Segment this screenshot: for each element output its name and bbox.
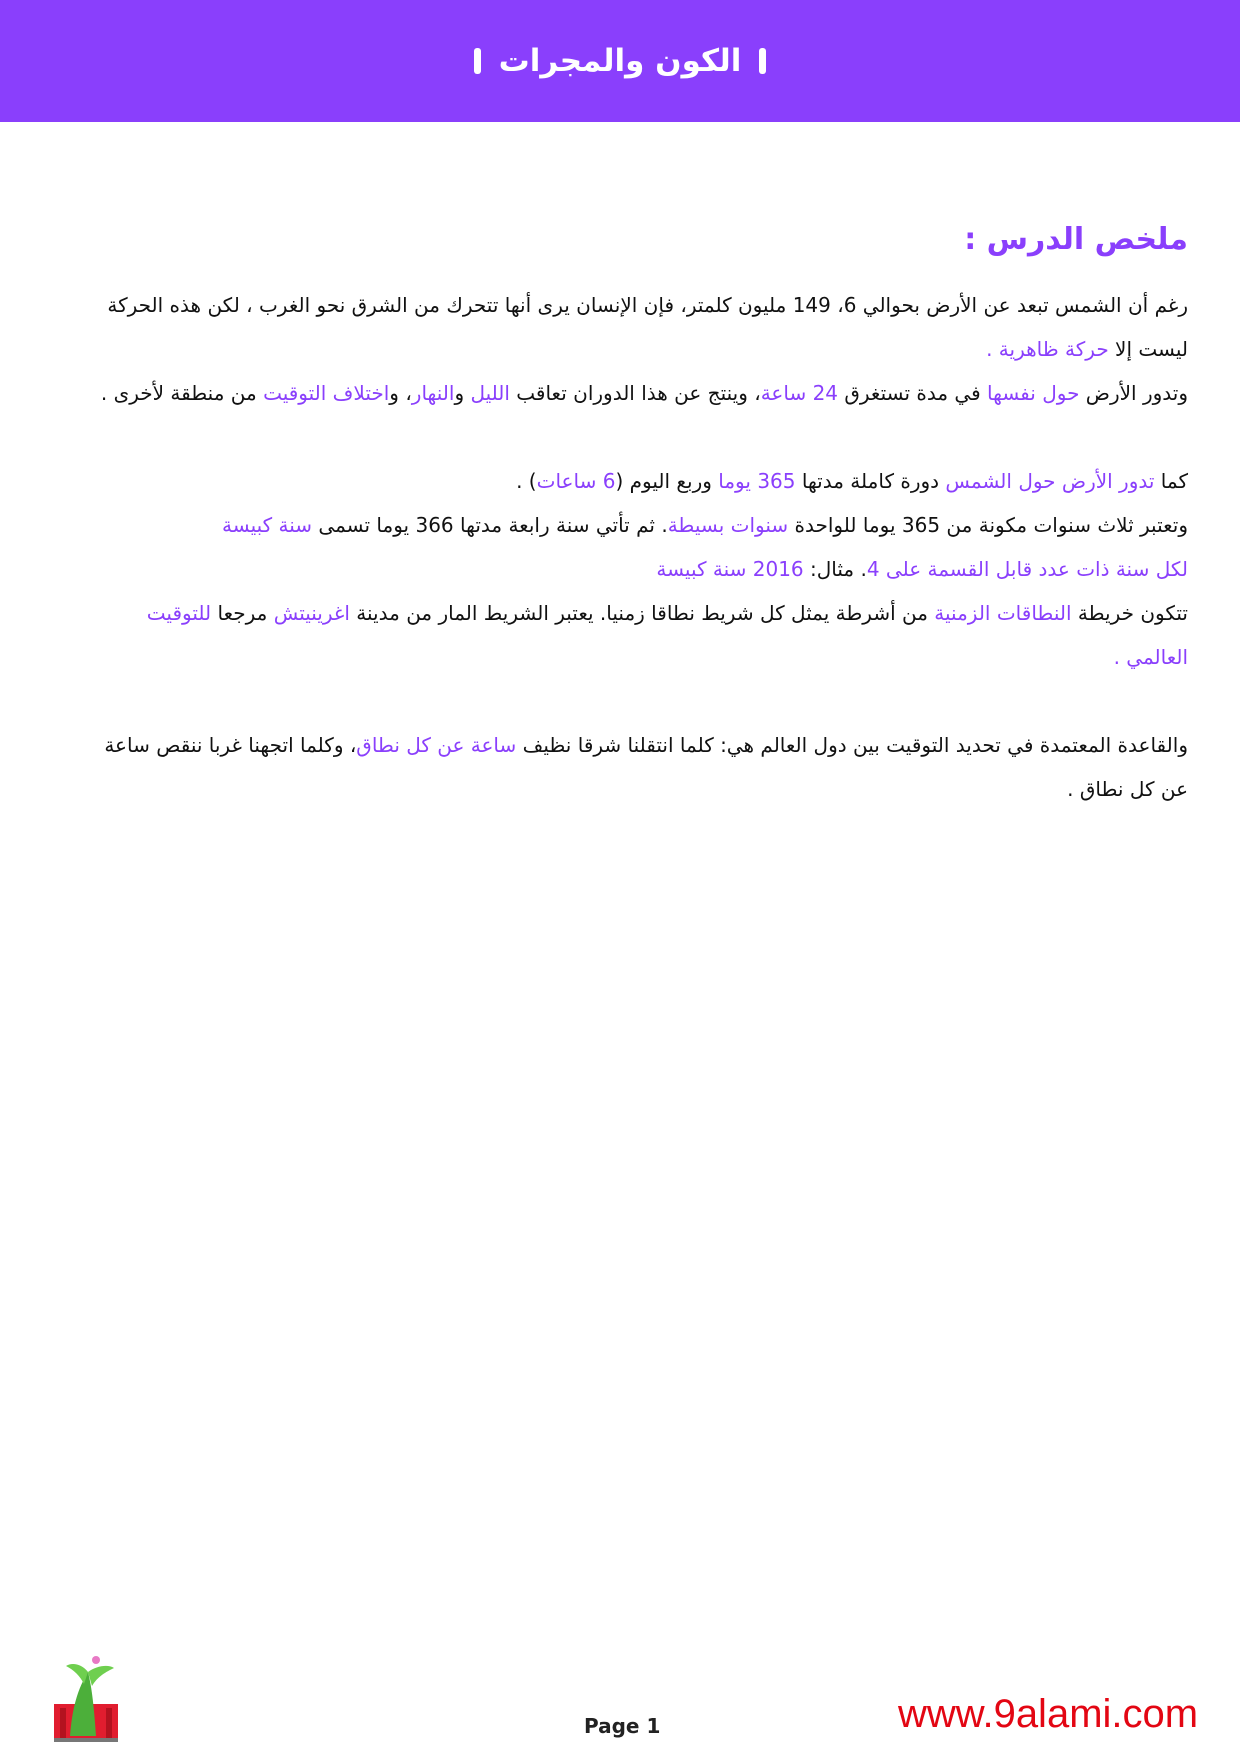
header-title-group	[474, 43, 767, 79]
paragraph-text: ، وينتج عن هذا الدوران تعاقب	[509, 381, 761, 405]
paragraph-text: ) .	[516, 469, 537, 493]
highlighted-term: الليل	[470, 381, 510, 405]
highlighted-term: النطاقات الزمنية	[934, 601, 1072, 625]
paragraph-text: وتدور الأرض	[1079, 381, 1188, 405]
paragraph-text: ، و	[389, 381, 412, 405]
paragraph-simple-years	[88, 503, 1188, 547]
paragraph-earth-revolution	[88, 459, 1188, 503]
spacer	[88, 679, 1188, 723]
bracket-right-icon	[759, 48, 766, 74]
highlighted-term: سنوات بسيطة	[667, 513, 789, 537]
paragraph-text: كما	[1154, 469, 1188, 493]
page-number: Page 1	[584, 1714, 661, 1738]
paragraph-time-zones	[88, 591, 1188, 679]
paragraph-text: رغم أن الشمس تبعد عن الأرض بحوالي 6، 149 مليون كلمتر، فإن الإنسان يرى أنها تتحرك من الشرق نحو الغرب ، لكن هذه الحركة ليست إلا	[107, 293, 1188, 361]
paragraph-text: ، وكلما اتجهنا غربا ننقص ساعة عن كل نطاق .	[104, 733, 1188, 801]
highlighted-term: للتوقيت العالمي .	[146, 601, 1188, 669]
spacer	[88, 415, 1188, 459]
paragraph-text: والقاعدة المعتمدة في تحديد التوقيت بين دول العالم هي: كلما انتقلنا شرقا نظيف	[516, 733, 1188, 757]
highlighted-term: اختلاف التوقيت	[263, 381, 390, 405]
highlighted-term: 365 يوما	[718, 469, 796, 493]
paragraph-apparent-motion	[88, 283, 1188, 371]
lesson-content	[88, 222, 1188, 811]
paragraph-text: من منطقة لأخرى .	[100, 381, 264, 405]
paragraph-text: . مثال:	[803, 557, 867, 581]
highlighted-term: 24 ساعة	[760, 381, 839, 405]
paragraph-leap-year	[88, 547, 1188, 591]
paragraph-text: من أشرطة يمثل كل شريط نطاقا زمنيا. يعتبر الشريط المار من مدينة	[349, 601, 935, 625]
highlighted-term: حركة ظاهرية .	[986, 337, 1109, 361]
paragraph-text: دورة كاملة مدتها	[795, 469, 946, 493]
paragraph-earth-rotation	[88, 371, 1188, 415]
highlighted-term: سنة كبيسة	[222, 513, 313, 537]
paragraph-time-rule	[88, 723, 1188, 811]
highlighted-term: تدور الأرض حول الشمس	[945, 469, 1155, 493]
site-url-link[interactable]: www.9alami.com	[898, 1692, 1199, 1736]
highlighted-term: 6 ساعات	[536, 469, 616, 493]
highlighted-term: 2016 سنة كبيسة	[656, 557, 804, 581]
highlighted-term: اغرينيتش	[273, 601, 350, 625]
highlighted-term: النهار	[411, 381, 455, 405]
lesson-summary-heading: ملخص الدرس :	[964, 222, 1188, 257]
academy-logo-icon	[52, 1648, 120, 1744]
bracket-left-icon	[474, 48, 481, 74]
paragraph-text: و	[454, 381, 471, 405]
paragraph-text: وتعتبر ثلاث سنوات مكونة من 365 يوما للواحدة	[788, 513, 1188, 537]
page-title: الكون والمجرات	[498, 43, 742, 79]
highlighted-term: حول نفسها	[987, 381, 1080, 405]
highlighted-term: لكل سنة ذات عدد قابل القسمة على 4	[866, 557, 1188, 581]
page-header	[0, 0, 1240, 122]
paragraph-text: تتكون خريطة	[1071, 601, 1188, 625]
highlighted-term: ساعة عن كل نطاق	[356, 733, 517, 757]
paragraph-text: مرجعا	[211, 601, 274, 625]
paragraph-text: في مدة تستغرق	[838, 381, 988, 405]
paragraph-text: . ثم تأتي سنة رابعة مدتها 366 يوما تسمى	[312, 513, 668, 537]
paragraph-text: وربع اليوم (	[615, 469, 719, 493]
